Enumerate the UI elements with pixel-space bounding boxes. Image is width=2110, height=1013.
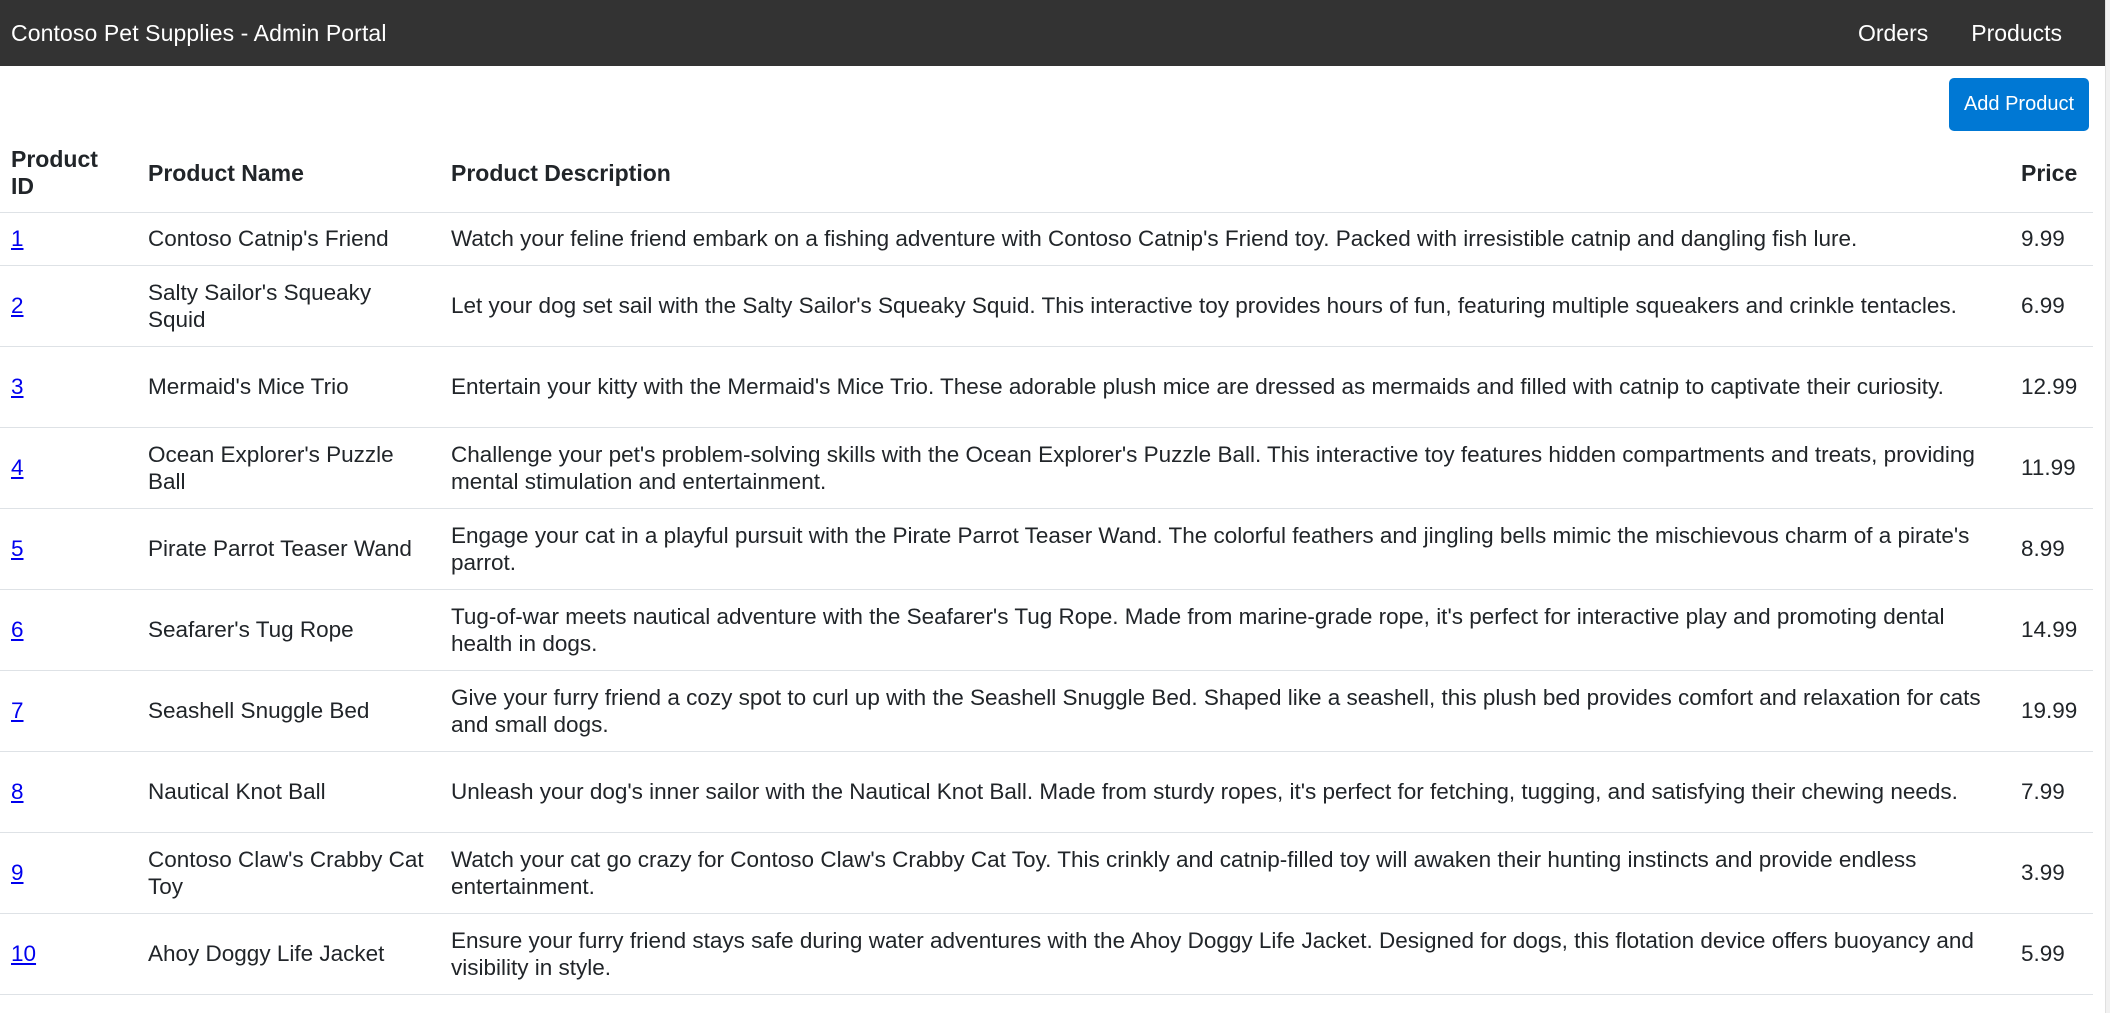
product-id-link[interactable]: 4 xyxy=(11,455,24,481)
product-name-cell: Contoso Catnip's Friend xyxy=(137,213,440,266)
table-row xyxy=(0,213,2093,266)
table-row xyxy=(0,914,2093,995)
product-description-cell: Give your furry friend a cozy spot to curl up with the Seashell Snuggle Bed. Shaped like a seashell, this plush bed provides comfort and relaxation for cats and small dogs. xyxy=(440,671,2010,752)
product-id-cell xyxy=(0,347,137,428)
product-id-link[interactable]: 6 xyxy=(11,617,24,643)
product-name-cell: Ocean Explorer's Puzzle Ball xyxy=(137,428,440,509)
product-id-cell xyxy=(0,914,137,995)
product-name-cell: Pirate Parrot Teaser Wand xyxy=(137,509,440,590)
main-content xyxy=(0,66,2105,995)
table-row xyxy=(0,428,2093,509)
product-price-cell: 14.99 xyxy=(2010,590,2093,671)
product-id-cell xyxy=(0,428,137,509)
table-header-row xyxy=(0,134,2093,213)
product-id-cell xyxy=(0,266,137,347)
top-navbar xyxy=(0,0,2105,66)
product-description-cell: Ensure your furry friend stays safe during water adventures with the Ahoy Doggy Life Jacket. Designed for dogs, this flotation device offers buoyancy and visibility in style. xyxy=(440,914,2010,995)
product-id-link[interactable]: 1 xyxy=(11,226,24,252)
product-id-link[interactable]: 7 xyxy=(11,698,24,724)
product-name-cell: Mermaid's Mice Trio xyxy=(137,347,440,428)
product-id-cell xyxy=(0,671,137,752)
product-description-cell: Engage your cat in a playful pursuit with the Pirate Parrot Teaser Wand. The colorful feathers and jingling bells mimic the mischievous charm of a pirate's parrot. xyxy=(440,509,2010,590)
product-price-cell: 12.99 xyxy=(2010,347,2093,428)
table-row xyxy=(0,752,2093,833)
table-row xyxy=(0,509,2093,590)
nav-link-products[interactable]: Products xyxy=(1971,19,2062,46)
table-row xyxy=(0,671,2093,752)
product-id-cell xyxy=(0,833,137,914)
product-id-link[interactable]: 10 xyxy=(11,941,37,967)
product-price-cell: 9.99 xyxy=(2010,213,2093,266)
product-name-cell: Ahoy Doggy Life Jacket xyxy=(137,914,440,995)
product-id-link[interactable]: 5 xyxy=(11,536,24,562)
table-body xyxy=(0,213,2093,995)
product-name-cell: Nautical Knot Ball xyxy=(137,752,440,833)
product-name-cell: Seafarer's Tug Rope xyxy=(137,590,440,671)
product-name-cell: Salty Sailor's Squeaky Squid xyxy=(137,266,440,347)
product-price-cell: 8.99 xyxy=(2010,509,2093,590)
product-price-cell: 19.99 xyxy=(2010,671,2093,752)
product-id-link[interactable]: 3 xyxy=(11,374,24,400)
table-row xyxy=(0,833,2093,914)
vertical-scrollbar[interactable] xyxy=(2105,0,2110,1013)
product-description-cell: Let your dog set sail with the Salty Sailor's Squeaky Squid. This interactive toy provides hours of fun, featuring multiple squeakers and crinkle tentacles. xyxy=(440,266,2010,347)
column-header-product-name: Product Name xyxy=(137,134,440,213)
product-id-cell xyxy=(0,752,137,833)
add-product-button[interactable]: Add Product xyxy=(1949,78,2089,131)
product-name-cell: Contoso Claw's Crabby Cat Toy xyxy=(137,833,440,914)
product-price-cell: 5.99 xyxy=(2010,914,2093,995)
table-row xyxy=(0,347,2093,428)
product-description-cell: Challenge your pet's problem-solving skills with the Ocean Explorer's Puzzle Ball. This interactive toy features hidden compartments and treats, providing mental stimulation and entertainment. xyxy=(440,428,2010,509)
product-id-cell xyxy=(0,509,137,590)
product-description-cell: Unleash your dog's inner sailor with the Nautical Knot Ball. Made from sturdy ropes, it's perfect for fetching, tugging, and satisfying their chewing needs. xyxy=(440,752,2010,833)
nav-links xyxy=(1815,0,2105,66)
product-description-cell: Watch your feline friend embark on a fishing adventure with Contoso Catnip's Friend toy. Packed with irresistible catnip and dangling fish lure. xyxy=(440,213,2010,266)
nav-link-orders[interactable]: Orders xyxy=(1857,19,1929,46)
product-price-cell: 6.99 xyxy=(2010,266,2093,347)
table-row xyxy=(0,266,2093,347)
products-table xyxy=(0,134,2093,995)
product-id-link[interactable]: 8 xyxy=(11,779,24,805)
column-header-product-id: Product ID xyxy=(0,134,137,213)
product-id-link[interactable]: 2 xyxy=(11,293,24,319)
table-header xyxy=(0,134,2093,213)
product-name-cell: Seashell Snuggle Bed xyxy=(137,671,440,752)
product-price-cell: 7.99 xyxy=(2010,752,2093,833)
product-id-cell xyxy=(0,213,137,266)
product-price-cell: 11.99 xyxy=(2010,428,2093,509)
product-id-cell xyxy=(0,590,137,671)
table-row xyxy=(0,590,2093,671)
actions-bar xyxy=(0,78,2093,134)
column-header-price: Price xyxy=(2010,134,2093,213)
product-description-cell: Tug-of-war meets nautical adventure with the Seafarer's Tug Rope. Made from marine-grade rope, it's perfect for interactive play and promoting dental health in dogs. xyxy=(440,590,2010,671)
product-id-link[interactable]: 9 xyxy=(11,860,24,886)
product-description-cell: Entertain your kitty with the Mermaid's Mice Trio. These adorable plush mice are dressed as mermaids and filled with catnip to captivate their curiosity. xyxy=(440,347,2010,428)
product-price-cell: 3.99 xyxy=(2010,833,2093,914)
brand-title[interactable]: Contoso Pet Supplies - Admin Portal xyxy=(11,19,387,46)
product-description-cell: Watch your cat go crazy for Contoso Claw's Crabby Cat Toy. This crinkly and catnip-filled toy will awaken their hunting instincts and provide endless entertainment. xyxy=(440,833,2010,914)
column-header-product-description: Product Description xyxy=(440,134,2010,213)
